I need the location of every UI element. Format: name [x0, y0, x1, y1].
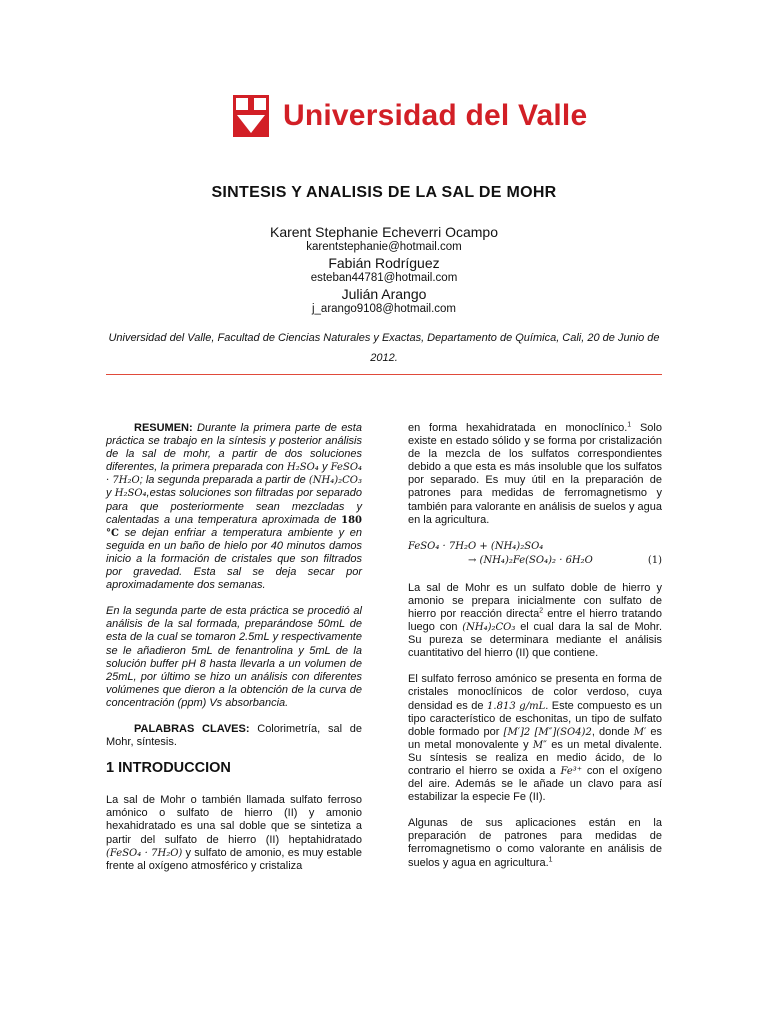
abstract-paragraph: En la segunda parte de esta práctica se procedió al análisis de la sal formada, preparándose 50mL de esta de la cual se tomaron 2.5mL y respectivamente se le añadieron 5mL de fenantrolina y 5mL de la solución buffer pH 8 hasta llevarla a un volumen de 25mL, por último se hizo un análisis con diferentes volúmenes que dieron a la obtención de la curva de concentración (ppm) Vs absorbancia.: [106, 605, 362, 709]
author-email: esteban44781@hotmail.com: [310, 272, 458, 284]
formula: (FeSO₄ · 7H₂O): [106, 847, 183, 859]
section-heading: 1 INTRODUCCION: [106, 760, 231, 777]
body-paragraph: El sulfato ferroso amónico se presenta en forma de cristales monoclínicos de color verdoso, cuya densidad es de 1.813 g/mL. Este compuesto es un tipo característico de eschonitas, un tipo de sulfato doble formado por [M′]2 [M″](SO4)2, donde M′ es un metal monovalente y M″ es un metal divalente. Su síntesis se realiza en medio ácido, de lo contrario el hierro se oxida a Fe³⁺ con el oxígeno del aire. Además se le añade un clavo para así estabilizar la especie Fe (II).: [408, 673, 663, 804]
citation-ref: 1: [627, 421, 632, 429]
equation-number: (1): [647, 554, 662, 566]
body-paragraph: en forma hexahidratada en monoclínico.$^1$ Solo existe en estado sólido y se forma por cristalización de la mezcla de los sulfatos correspondientes debido a que esta es más insoluble que los sulfatos por separado. Es muy útil en la preparación de patrones para medidas de ferromagnetismo y también para valorante en análisis de suelos y agua en la agricultura.: [408, 421, 662, 526]
author-block: [0, 224, 768, 317]
formula: H₂SO₄: [114, 488, 147, 500]
author-name: Fabián Rodríguez: [328, 255, 440, 271]
abstract-paragraph: RESUMEN: Durante la primera parte de esta práctica se trabajo en la síntesis y posterior análisis de la sal de mohr, a partir de dos soluciones diferentes, la primera preparada con H₂SO₄ y FeSO₄ · 7H₂O; la segunda preparada a partir de (NH₄)₂CO₃ y H₂SO₄,estas soluciones son filtradas por separado para que posteriormente sean mezcladas y calentadas a una temperatura aproximada de 180 °C se dejan enfriar a temperatura ambiente y en seguida en un baño de hielo por 40 minutos damos inicio a la formación de cristales que son filtrados por gravedad. Esta sal se deja secar por aproximadamente dos semanas.: [106, 422, 363, 592]
formula: [M′]2 [M″](SO4)2: [503, 726, 592, 738]
header-divider: [106, 374, 662, 375]
paper-title: SINTESIS Y ANALISIS DE LA SAL DE MOHR: [211, 184, 557, 201]
formula: H₂SO₄: [286, 462, 319, 474]
body-paragraph: La sal de Mohr o también llamada sulfato ferroso amónico o sulfato de hierro (II) y amonio hexahidratado es una sal doble que se sintetiza a partir del sulfato de hierro (II) heptahidratado (FeSO₄ · 7H₂O) y sulfato de amonio, es muy estable frente al oxígeno atmosférico y cristaliza: [106, 794, 363, 872]
university-name: Universidad del Valle: [283, 99, 588, 132]
keywords-text: Colorimetría, sal de Mohr, síntesis.: [106, 722, 362, 749]
equation-line: FeSO₄ · 7H₂O + (NH₄)₂SO₄: [408, 540, 544, 552]
univalle-shield-icon: [233, 95, 269, 137]
formula: FeSO₄ · 7H₂O: [106, 462, 363, 487]
citation-ref: 1: [548, 855, 553, 863]
formula: (NH₄)₂CO₃: [308, 475, 362, 487]
author-email: karentstephanie@hotmail.com: [306, 241, 462, 253]
equation-line: → (NH₄)₂Fe(SO₄)₂ · 6H₂O: [468, 554, 593, 566]
author-email: j_arango9108@hotmail.com: [311, 303, 456, 315]
right-column: [408, 422, 662, 883]
body-paragraph: La sal de Mohr es un sulfato doble de hierro y amonio se prepara inicialmente con sulfato de hierro por reacción directa$^2$ entre el hierro tratando luego con (NH₄)₂CO₃ el cual dara la sal de Mohr. Su pureza se determinara mediante el análisis cuantitativo del hierro (II) que contiene.: [408, 581, 663, 660]
density-value: 1.813 g/mL: [487, 700, 546, 712]
formula: Fe³⁺: [560, 765, 583, 777]
author-name: Karent Stephanie Echeverri Ocampo: [269, 224, 498, 240]
citation-ref: 2: [539, 607, 544, 615]
author-name: Julián Arango: [341, 286, 427, 302]
abstract-label: RESUMEN:: [134, 422, 193, 434]
keywords: [106, 723, 362, 749]
formula: M′: [633, 726, 647, 738]
university-logo: [233, 94, 587, 138]
formula: (NH₄)₂CO₃: [462, 622, 516, 634]
temperature-value: 180 °C: [106, 514, 362, 539]
left-column: [106, 422, 362, 886]
formula: M″: [532, 739, 547, 751]
keywords-label: PALABRAS CLAVES:: [134, 722, 250, 735]
body-paragraph: Algunas de sus aplicaciones están en la preparación de patrones para medidas de ferromagnetismo o como valorante en análisis de suelos y agua en agricultura.$^1$: [408, 817, 662, 869]
equation-1: [408, 540, 662, 568]
affiliation: Universidad del Valle, Facultad de Ciencias Naturales y Exactas, Departamento de Química, Cali, 20 de Junio de 2012.: [108, 332, 660, 364]
